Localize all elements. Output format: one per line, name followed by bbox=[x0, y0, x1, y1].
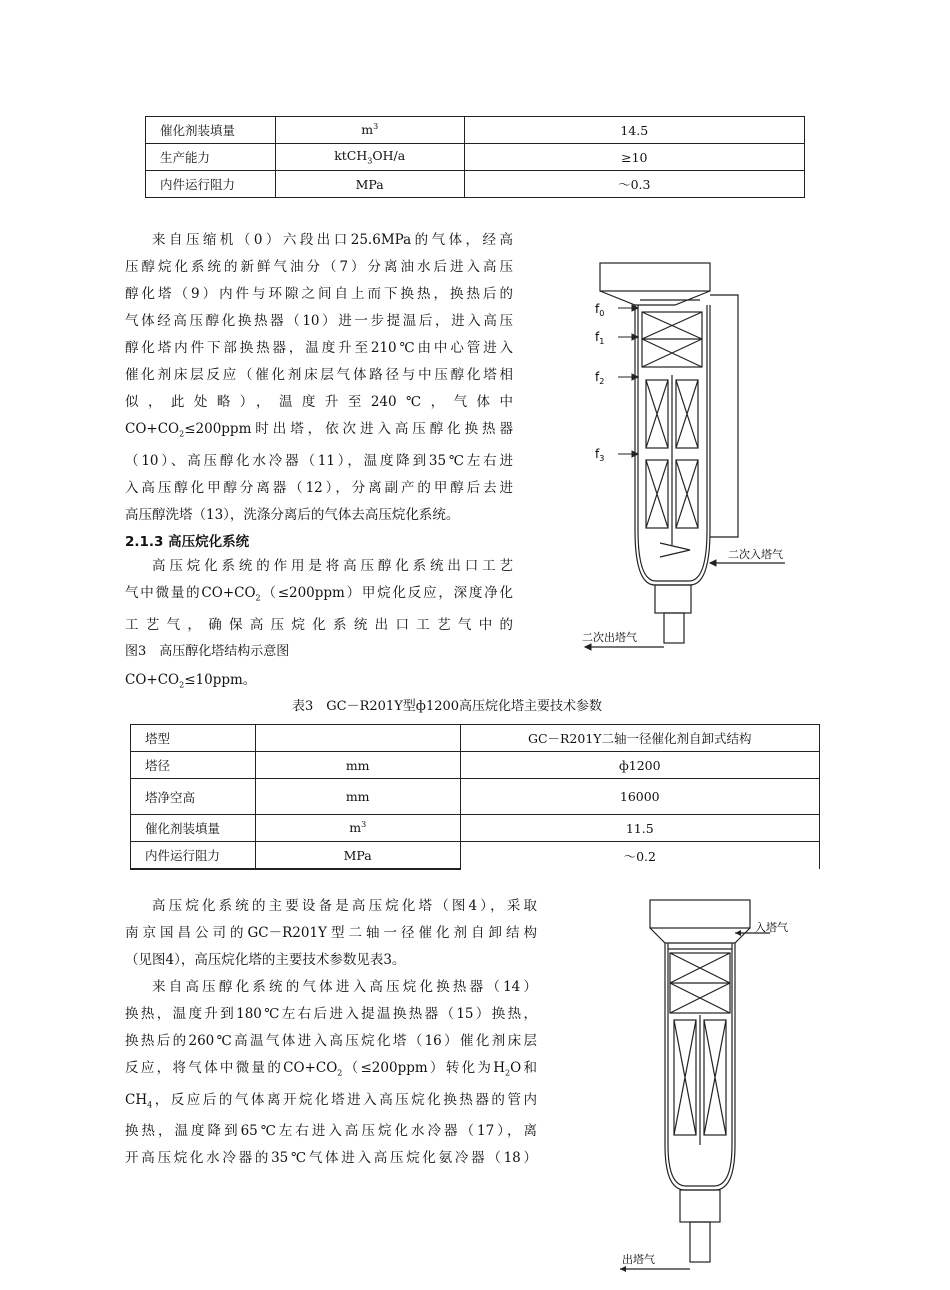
top-neck bbox=[650, 928, 750, 943]
bottom-outlet-pipe bbox=[664, 613, 684, 643]
table-row bbox=[131, 725, 820, 752]
label-inlet: 入塔气 bbox=[755, 921, 788, 934]
text-line: 反应，将气体中微量的$CO+CO_2(\le 200ppm)$转化为$H_2O$和 bbox=[125, 1060, 537, 1078]
label-inlet: 二次入塔气 bbox=[728, 548, 783, 561]
text-line: 来自高压醇化系统的气体进入高压烷化换热器（14） bbox=[152, 979, 537, 995]
figure-4-diagram bbox=[610, 895, 800, 1280]
heat-exchanger-coil bbox=[660, 543, 690, 557]
paragraph-alkylation-purpose bbox=[125, 553, 513, 639]
row-value: 14.5 bbox=[464, 117, 804, 144]
label-outlet: 出塔气 bbox=[622, 1253, 655, 1266]
text-line: 高压烷化系统的主要设备是高压烷化塔（图4），采取 bbox=[152, 898, 537, 914]
paragraph-alkylation-flow bbox=[125, 974, 537, 1172]
text-line: 来自压缩机（0）六段出口25.6MPa的气体，经高 bbox=[152, 232, 513, 248]
text-line: 压醇烷化系统的新鲜气油分（7）分离油水后进入高压 bbox=[125, 259, 513, 275]
table-row bbox=[146, 171, 805, 198]
label-f2: $f_2$ bbox=[595, 370, 605, 386]
row-name: 催化剂装填量 bbox=[131, 815, 256, 842]
row-value: 16000 bbox=[460, 779, 819, 815]
row-name: 内件运行阻力 bbox=[146, 171, 276, 198]
row-unit: MPa bbox=[255, 842, 460, 870]
text-line: 高压醇洗塔（13），洗涤分离后的气体去高压烷化系统。 bbox=[125, 506, 460, 523]
text-line: 南京国昌公司的GC－R201Y型二轴一径催化剂自卸结构 bbox=[125, 925, 537, 941]
table-row bbox=[146, 144, 805, 171]
text-line: 气中微量的$CO+CO_2(\le 200ppm)$甲烷化反应，深度净化 bbox=[125, 585, 513, 603]
label-f0: $f_0$ bbox=[595, 302, 605, 318]
row-unit: $m^3$ bbox=[275, 117, 464, 144]
table-row bbox=[131, 779, 820, 815]
bypass-line bbox=[710, 295, 738, 537]
text-line: 气体经高压醇化换热器（10）进一步提温后，进入高压 bbox=[125, 313, 513, 329]
text-line: 换热，温度升到180℃左右后进入提温换热器（15）换热， bbox=[125, 1006, 537, 1022]
text-line: $CO+CO_2\le 10ppm$。 bbox=[125, 672, 257, 690]
table-row bbox=[146, 117, 805, 144]
paragraph-high-pressure-alcoholization bbox=[125, 227, 513, 529]
row-name: 生产能力 bbox=[146, 144, 276, 171]
table-3-caption: 表3 GC－R201Y型ф1200高压烷化塔主要技术参数 bbox=[292, 699, 603, 714]
row-value: ≥10 bbox=[464, 144, 804, 171]
table-3 bbox=[130, 724, 820, 870]
bottom-outlet-pipe bbox=[690, 1222, 710, 1262]
row-value: ～0.2 bbox=[460, 842, 819, 870]
row-value: GC－R201Y二轴一径催化剂自卸式结构 bbox=[460, 725, 819, 752]
section-heading: 2.1.3 高压烷化系统 bbox=[125, 534, 250, 550]
row-unit: mm bbox=[255, 779, 460, 815]
row-unit: MPa bbox=[275, 171, 464, 198]
label-f3: $f_3$ bbox=[595, 447, 605, 463]
row-name: 塔径 bbox=[131, 752, 256, 779]
figure-3-diagram bbox=[560, 255, 800, 665]
row-unit: ktCH$_3$OH/a bbox=[275, 144, 464, 171]
paragraph-alkylation-equipment bbox=[125, 893, 537, 974]
text-line: （见图4），高压烷化塔的主要技术参数见表3。 bbox=[125, 952, 406, 968]
label-f1: $f_1$ bbox=[595, 330, 605, 346]
table-row bbox=[131, 842, 820, 870]
text-line: 入高压醇化甲醇分离器（12），分离副产的甲醇后去进 bbox=[125, 479, 513, 496]
row-name: 内件运行阻力 bbox=[131, 842, 256, 870]
table-row bbox=[131, 815, 820, 842]
top-params-table bbox=[145, 116, 805, 198]
text-line: 醇化塔（9）内件与环隙之间自上而下换热，换热后的 bbox=[125, 286, 513, 302]
bottom-flange bbox=[655, 585, 691, 613]
row-unit bbox=[255, 725, 460, 752]
row-name: 催化剂装填量 bbox=[146, 117, 276, 144]
top-cap bbox=[600, 263, 710, 291]
figure-3-caption: 图3 高压醇化塔结构示意图 bbox=[125, 644, 290, 659]
bottom-flange bbox=[680, 1190, 720, 1222]
row-value: 11.5 bbox=[460, 815, 819, 842]
text-line: 换热，温度降到65℃左右进入高压烷化水冷器（17），离 bbox=[125, 1123, 537, 1140]
row-name: 塔净空高 bbox=[131, 779, 256, 815]
table-row bbox=[131, 752, 820, 779]
text-line: 似，此处略），温度升至240℃，气体中 bbox=[125, 394, 513, 410]
text-line: 换热后的260℃高温气体进入高压烷化塔（16）催化剂床层 bbox=[125, 1033, 537, 1049]
row-name: 塔型 bbox=[131, 725, 256, 752]
text-line: $CO+CO_2\le 200ppm$时出塔，依次进入高压醇化换热器 bbox=[125, 421, 513, 439]
row-value: ～0.3 bbox=[464, 171, 804, 198]
text-line: 工艺气，确保高压烷化系统出口工艺气中的 bbox=[125, 616, 513, 633]
top-cap bbox=[650, 900, 750, 928]
text-line: 高压烷化系统的作用是将高压醇化系统出口工艺 bbox=[152, 558, 513, 574]
text-line: $CH_4$，反应后的气体离开烷化塔进入高压烷化换热器的管内 bbox=[125, 1091, 537, 1110]
row-unit: $m^3$ bbox=[255, 815, 460, 842]
label-outlet: 二次出塔气 bbox=[582, 631, 637, 644]
text-line: 催化剂床层反应（催化剂床层气体路径与中压醇化塔相 bbox=[125, 367, 513, 383]
text-line: （10）、高压醇化水冷器（11），温度降到35℃左右进 bbox=[125, 452, 513, 469]
text-line: 醇化塔内件下部换热器，温度升至210℃由中心管进入 bbox=[125, 340, 513, 356]
text-line: 开高压烷化水冷器的35℃气体进入高压烷化氨冷器（18） bbox=[125, 1150, 537, 1167]
top-neck bbox=[600, 291, 710, 305]
row-unit: mm bbox=[255, 752, 460, 779]
row-value: ф1200 bbox=[460, 752, 819, 779]
